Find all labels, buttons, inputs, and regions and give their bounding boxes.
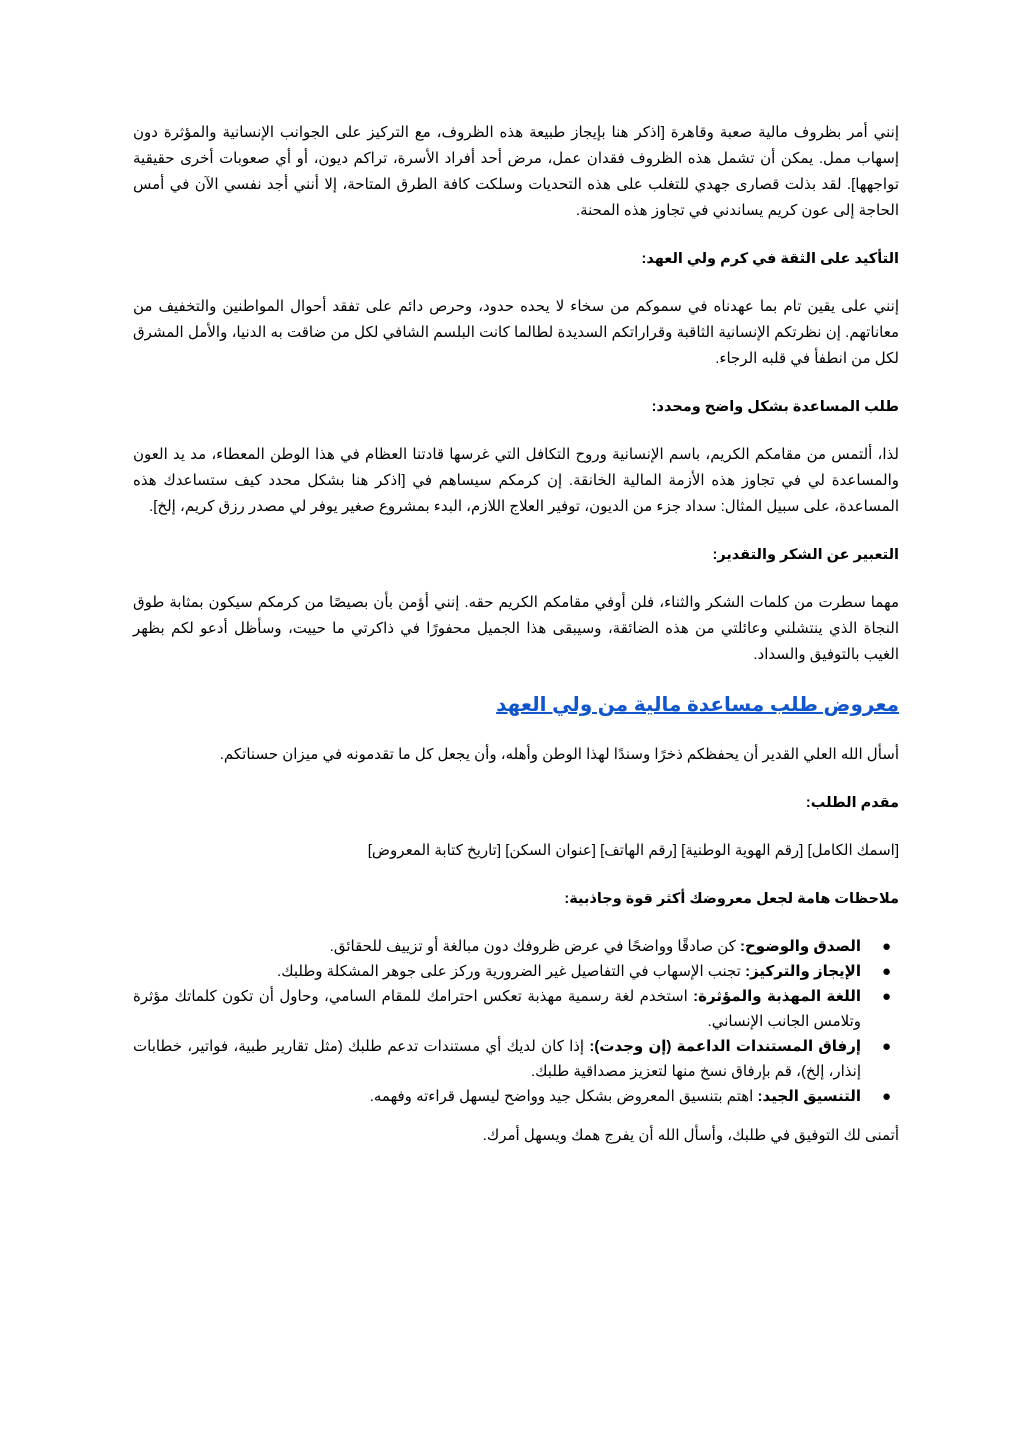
applicant-heading: مقدم الطلب: <box>805 795 899 811</box>
bullet-icon: ● <box>881 963 891 980</box>
list-item <box>133 984 891 1034</box>
notes-list <box>133 934 899 1109</box>
document-page <box>133 120 899 1149</box>
bullet-icon: ● <box>881 1038 891 1055</box>
thanks-paragraph: مهما سطرت من كلمات الشكر والثناء، فلن أوفي مقامكم الكريم حقه. إنني أؤمن بأن بصيصًا من كرمكم سيكون بمثابة طوق النجاة الذي ينتشلني وعائلتي من هذه الضائقة، وسيبقى هذا الجميل محفورًا في ذاكرتي ما حييت، وسأظل أدعو لكم بظهر الغيب بالتوفيق والسداد. <box>133 594 899 663</box>
list-item <box>133 1034 891 1084</box>
note-text: استخدم لغة رسمية مهذبة تعكس احترامك للمقام السامي، وحاول أن تكون كلماتك مؤثرة وتلامس الجانب الإنساني. <box>133 988 861 1030</box>
note-text: اهتم بتنسيق المعروض بشكل جيد وواضح ليسهل قراءته وفهمه. <box>369 1088 758 1105</box>
intro-paragraph: إنني أمر بظروف مالية صعبة وقاهرة [اذكر هنا بإيجاز طبيعة هذه الظروف، مع التركيز على الجوانب الإنسانية والمؤثرة دون إسهاب ممل. يمكن أن تشمل هذه الظروف فقدان عمل، مرض أحد أفراد الأسرة، تراكم ديون، أو أي صعوبات أخرى حقيقية تواجهها]. لقد بذلت قصارى جهدي للتغلب على هذه التحديات وسلكت كافة الطرق المتاحة، إلا أنني أجد نفسي الآن في أمس الحاجة إلى عون كريم يساندني في تجاوز هذه المحنة. <box>133 124 899 219</box>
trust-paragraph: إنني على يقين تام بما عهدناه في سموكم من سخاء لا يحده حدود، وحرص دائم على تفقد أحوال المواطنين والتخفيف من معاناتهم. إن نظرتكم الإنسانية الثاقبة وقراراتكم السديدة لطالما كانت البلسم الشافي لكل من ضاقت به الدنيا، والأمل المشرق لكل من انطفأ في قلبه الرجاء. <box>133 298 899 367</box>
final-wish: أتمنى لك التوفيق في طلبك، وأسأل الله أن يفرج همك ويسهل أمرك. <box>482 1127 899 1144</box>
note-term: الإيجاز والتركيز: <box>745 963 861 980</box>
trust-heading: التأكيد على الثقة في كرم ولي العهد: <box>641 251 899 267</box>
bullet-icon: ● <box>881 1088 891 1105</box>
list-item <box>133 1084 891 1109</box>
note-text: كن صادقًا وواضحًا في عرض ظروفك دون مبالغة أو تزييف للحقائق. <box>329 938 740 955</box>
note-term: إرفاق المستندات الداعمة (إن وجدت): <box>589 1038 862 1055</box>
request-heading: طلب المساعدة بشكل واضح ومحدد: <box>651 399 899 415</box>
note-term: الصدق والوضوح: <box>739 938 861 955</box>
note-term: التنسيق الجيد: <box>757 1088 861 1105</box>
bullet-icon: ● <box>881 938 891 955</box>
closing-prayer: أسأل الله العلي القدير أن يحفظكم ذخرًا وسندًا لهذا الوطن وأهله، وأن يجعل كل ما تقدمونه في ميزان حسناتكم. <box>219 746 899 763</box>
note-term: اللغة المهذبة والمؤثرة: <box>693 988 861 1005</box>
note-text: تجنب الإسهاب في التفاصيل غير الضرورية وركز على جوهر المشكلة وطلبك. <box>277 963 746 980</box>
notes-heading: ملاحظات هامة لجعل معروضك أكثر قوة وجاذبية: <box>564 891 899 907</box>
list-item <box>133 934 891 959</box>
request-title-link[interactable]: معروض طلب مساعدة مالية من ولي العهد <box>496 694 899 716</box>
applicant-fields: [اسمك الكامل] [رقم الهوية الوطنية] [رقم الهاتف] [عنوان السكن] [تاريخ كتابة المعروض] <box>367 842 899 859</box>
bullet-icon: ● <box>881 988 891 1005</box>
request-paragraph: لذا، ألتمس من مقامكم الكريم، باسم الإنسانية وروح التكافل التي غرسها قادتنا العظام في هذا الوطن المعطاء، مد يد العون والمساعدة لي في تجاوز هذه الأزمة المالية الخانقة. إن كرمكم سيساهم في [اذكر هنا بشكل محدد كيف ستساعدك هذه المساعدة، على سبيل المثال: سداد جزء من الديون، توفير العلاج اللازم، البدء بمشروع صغير يوفر لي مصدر رزق كريم، إلخ]. <box>133 446 899 515</box>
thanks-heading: التعبير عن الشكر والتقدير: <box>712 547 899 563</box>
list-item <box>133 959 891 984</box>
note-text: إذا كان لديك أي مستندات تدعم طلبك (مثل تقارير طبية، فواتير، خطابات إنذار، إلخ)، قم بإرفاق نسخ منها لتعزيز مصداقية طلبك. <box>133 1038 861 1080</box>
